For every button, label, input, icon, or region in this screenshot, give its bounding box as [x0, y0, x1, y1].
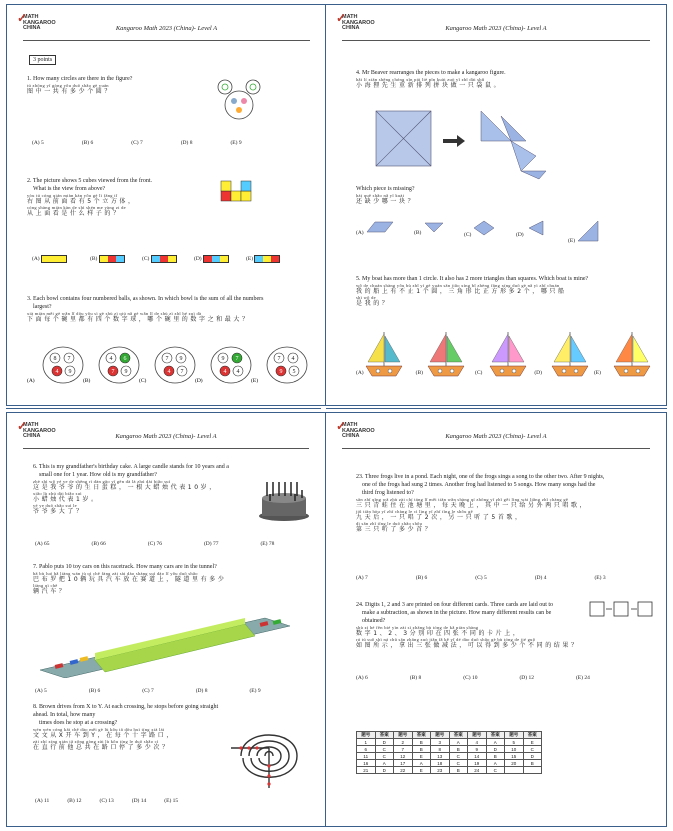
table-cell: 题号	[357, 732, 376, 739]
option-a[interactable]: (A) 5	[32, 140, 44, 146]
question-4: 4. Mr Beaver rearranges the pieces to make a kangaroo figure. hǎi lí xiān shēng chóng xīn pái liè pīn kuài zuò yī zhī dài shǔ 小海狸先生重新排列拼块做一只袋鼠。	[356, 70, 506, 89]
ball-number: 9	[124, 369, 128, 376]
ball-number: 4	[55, 369, 59, 376]
table-cell	[523, 767, 542, 774]
table-cell: 23	[431, 767, 450, 774]
question-1: 1. How many circles are there in the figure? tú zhōng yī gòng yǒu duō shǎo gè yuán 图中一共有多少个圆？	[27, 76, 133, 95]
table-row	[357, 767, 542, 774]
option-a[interactable]: (A) 11	[35, 798, 50, 804]
ball-number: 4	[236, 369, 240, 376]
bowl-option-label[interactable]: (D)	[195, 378, 203, 384]
table-cell: A	[486, 760, 505, 767]
table-cell: 2	[394, 739, 413, 746]
ball-number: 4	[167, 369, 171, 376]
options-q23	[356, 575, 606, 581]
answer-table	[356, 731, 542, 774]
points-label: 3 points	[29, 55, 56, 65]
page-1	[6, 4, 326, 406]
option-d[interactable]: (D)	[534, 370, 542, 376]
option-d[interactable]: (D) 8	[195, 688, 208, 694]
option-d[interactable]: (D) 77	[203, 541, 219, 547]
table-cell: 11	[357, 753, 376, 760]
table-cell: C	[375, 753, 394, 760]
table-cell: E	[412, 753, 431, 760]
table-cell: E	[412, 767, 431, 774]
table-cell: 18	[431, 760, 450, 767]
question-6: 6. This is my grandfather's birthday cake. A large candle stands for 10 years and a small one for 1 year. How old is my grandfather? zhè shì wǒ yé ye de shēng rì dàn gāo yī gēn dà là zhú dài biǎo suì 这是我爷爷的生日蛋糕，一根大蜡烛代表10岁， xiǎo là zhú dài biǎo suì 小蜡烛代表1岁。 yé ye duō shǎo suì le 爷爷多大了？	[33, 464, 229, 515]
option-c[interactable]: (C)	[142, 255, 194, 263]
table-cell: 题号	[505, 732, 524, 739]
table-cell: 14	[468, 753, 487, 760]
option-e[interactable]: (E)	[593, 370, 601, 376]
option-a[interactable]: (A)	[356, 370, 364, 376]
option-e[interactable]: (E) 3	[594, 575, 606, 581]
option-a[interactable]: (A)	[32, 255, 90, 263]
ball-number: 6	[123, 356, 127, 363]
options-q4	[356, 220, 620, 244]
table-cell: C	[523, 746, 542, 753]
page-title: Kangaroo Math 2023 (China)- Level A	[445, 25, 547, 32]
bowl	[267, 347, 307, 383]
option-e[interactable]: (E) 24	[575, 675, 590, 681]
table-cell: 13	[431, 753, 450, 760]
options-q5	[356, 370, 601, 376]
option-b[interactable]: (B) 6	[81, 140, 94, 146]
option-a[interactable]: (A) 7	[356, 575, 368, 581]
page-title: Kangaroo Math 2023 (China)- Level A	[445, 433, 547, 440]
question-4-sub: Which piece is missing? hái quē shǎo nǎ yī kuài 还缺少哪一块？	[356, 186, 417, 205]
options-q1	[32, 140, 242, 146]
bowls-figure	[25, 340, 315, 390]
table-cell: B	[412, 746, 431, 753]
cake-figure	[257, 468, 312, 523]
option-d[interactable]: (D)	[194, 255, 246, 263]
ball-number: 7	[165, 356, 169, 363]
table-cell: 7	[394, 746, 413, 753]
option-c[interactable]: (C)	[464, 220, 516, 244]
option-c[interactable]: (C) 7	[131, 140, 143, 146]
option-b[interactable]: (B) 6	[415, 575, 428, 581]
table-cell: 5	[505, 739, 524, 746]
ball-number: 9	[221, 356, 225, 363]
kangaroo-logo: ✓ MATH KANGAROO CHINA	[336, 419, 375, 439]
question-3: 3. Each bowl contains four numbered balls, as shown. In which bowl is the sum of all the numbers largest? xià miàn měi gè wǎn lǐ dōu yǒu sì gè shù zì qiú nǎ gè wǎn lǐ de shù zì zhī hé zuì dà 下面每个碗里都有四个数字球，哪个碗里的数字之和最大？	[27, 296, 264, 323]
option-d[interactable]: (D) 14	[131, 798, 147, 804]
table-cell: 15	[505, 753, 524, 760]
divider-line	[326, 408, 667, 409]
table-cell: 3	[431, 739, 450, 746]
option-c[interactable]: (C)	[474, 370, 483, 376]
table-cell: 12	[394, 753, 413, 760]
option-d[interactable]: (D) 8	[180, 140, 193, 146]
page-header	[336, 419, 650, 449]
table-cell: 16	[357, 760, 376, 767]
table-cell: D	[375, 739, 394, 746]
question-5: 5. My boat has more than 1 circle. It also has 2 more triangles than squares. Which boat is mine? wǒ de chuán shàng yǒu bù zhǐ yí gè yuán sān jiǎo xíng bǐ zhèng fāng xíng duō gè nǎ yì zhī chuán 我的船上有不止1个圆，三角形比正方形多2个，哪只船 shì wǒ de 是我的？	[356, 276, 589, 307]
table-row	[357, 760, 542, 767]
option-a[interactable]: (A) 65	[35, 541, 50, 547]
option-d[interactable]: (D) 12	[519, 675, 534, 681]
option-b[interactable]: (B)	[90, 255, 142, 263]
option-b[interactable]: (B) 12	[67, 798, 82, 804]
kangaroo-logo: ✓ MATH KANGAROO CHINA	[336, 11, 375, 31]
page-2	[325, 4, 667, 406]
table-cell: A	[449, 739, 468, 746]
option-c[interactable]: (C) 10	[463, 675, 478, 681]
ball-number: 5	[292, 369, 296, 376]
page-header	[17, 11, 310, 41]
option-e[interactable]: (E) 9	[230, 140, 242, 146]
option-b[interactable]: (B) 66	[91, 541, 106, 547]
table-cell: C	[449, 753, 468, 760]
question-2: 2. The picture shows 5 cubes viewed from the front. What is the view from above? yòu tú cóng qián miàn kàn yǒu gè lì fāng tǐ 右图从前面看有5个立方体， cóng shàng miàn kàn de shì shén me yàng zi de 从上面看是什么样子的？	[27, 178, 153, 217]
page-header	[17, 419, 309, 449]
ball-number: 7	[235, 356, 239, 363]
option-a[interactable]: (A)	[356, 220, 414, 244]
table-cell: B	[523, 760, 542, 767]
kangaroo-logo: ✓ MATH KANGAROO CHINA	[17, 419, 56, 439]
table-cell: 20	[505, 760, 524, 767]
table-cell: A	[486, 739, 505, 746]
table-cell: 1	[357, 739, 376, 746]
option-b[interactable]: (B) 6	[88, 688, 101, 694]
table-cell	[505, 767, 524, 774]
option-e[interactable]: (E)	[568, 220, 620, 244]
option-d[interactable]: (D) 4	[534, 575, 547, 581]
ball-number: 9	[279, 369, 283, 376]
option-e[interactable]: (E) 9	[249, 688, 261, 694]
table-cell: 9	[468, 746, 487, 753]
tangram-figure	[371, 101, 571, 181]
table-cell: 答案	[412, 732, 431, 739]
table-cell: 21	[357, 767, 376, 774]
table-cell: 答案	[375, 732, 394, 739]
option-b[interactable]: (B) 8	[409, 675, 422, 681]
table-cell: A	[375, 760, 394, 767]
table-cell: C	[449, 760, 468, 767]
table-cell: D	[486, 746, 505, 753]
table-cell: 24	[468, 767, 487, 774]
ball-number: 8	[53, 356, 57, 363]
ball-number: 7	[180, 369, 184, 376]
ball-number: 7	[67, 356, 71, 363]
page-title: Kangaroo Math 2023 (China)- Level A	[115, 25, 218, 32]
option-a[interactable]: (A) 5	[35, 688, 47, 694]
table-cell: 答案	[486, 732, 505, 739]
divider-line	[6, 408, 321, 409]
option-e[interactable]: (E) 15	[164, 798, 179, 804]
table-cell: 题号	[394, 732, 413, 739]
options-q6	[35, 541, 274, 547]
bowl-option-label[interactable]: (B)	[83, 378, 91, 384]
question-23: 23. Three frogs live in a pond. Each night, one of the frogs sings a song to the other two. After 9 nights, one of the frogs had sung 2 times. Another frog had listened to 5 songs. How many songs had the third frog listened to? sān zhī qīng wā zhù zài chí táng lǐ měi tiān wǎn shàng qí zhōng yī zhī gěi lìng wài liǎng zhī chàng gē 三只青蛙住在池塘里，每天晚上，其中一只给另外两只唱歌， jiǔ tiān hòu yī zhī chàng le cì lìng yī zhī tīng le shǒu gē 九天后，一只唱了2次，另一只听了5首歌， dì sān zhī tīng le duō shǎo shǒu 第三只听了多少首？	[356, 474, 605, 533]
bowl-option-label[interactable]: (E)	[251, 378, 259, 384]
table-cell: A	[412, 760, 431, 767]
option-d[interactable]: (D)	[516, 220, 568, 244]
ball-number: 7	[277, 356, 281, 363]
table-row	[357, 739, 542, 746]
table-cell: E	[523, 739, 542, 746]
page-title: Kangaroo Math 2023 (China)- Level A	[115, 433, 217, 440]
table-cell: 8	[431, 746, 450, 753]
ball-number: 4	[291, 356, 295, 363]
table-cell: 题号	[431, 732, 450, 739]
option-c[interactable]: (C) 5	[475, 575, 487, 581]
maze-figure	[229, 718, 309, 793]
option-e[interactable]: (E)	[246, 255, 298, 263]
table-cell: D	[375, 767, 394, 774]
page-4	[325, 412, 667, 827]
racetrack-figure	[35, 608, 295, 678]
bowl	[155, 347, 195, 383]
table-cell: 4	[468, 739, 487, 746]
table-cell: 22	[394, 767, 413, 774]
table-cell: B	[412, 739, 431, 746]
table-cell: 答案	[523, 732, 542, 739]
table-cell: C	[375, 746, 394, 753]
page-header	[336, 11, 650, 41]
boat	[614, 332, 650, 376]
ball-number: 9	[179, 356, 183, 363]
options-q2	[32, 255, 298, 263]
option-b[interactable]: (B)	[414, 220, 464, 244]
table-row	[357, 732, 542, 739]
cards-figure	[588, 599, 654, 619]
page-3	[6, 412, 326, 827]
circles-figure	[212, 73, 267, 123]
table-cell: 题号	[468, 732, 487, 739]
options-q24	[356, 675, 590, 681]
ball-number: 4	[223, 369, 227, 376]
table-row	[357, 746, 542, 753]
table-cell: 17	[394, 760, 413, 767]
ball-number: 4	[109, 356, 113, 363]
ball-number: 9	[68, 369, 72, 376]
ball-number: 7	[111, 369, 115, 376]
cubes-figure	[219, 177, 259, 207]
table-cell: B	[486, 753, 505, 760]
option-c[interactable]: (C) 76	[147, 541, 162, 547]
option-c[interactable]: (C) 7	[142, 688, 154, 694]
bowl-option-label[interactable]: (C)	[139, 378, 147, 384]
table-cell: B	[449, 767, 468, 774]
table-cell: B	[449, 746, 468, 753]
table-cell: C	[486, 767, 505, 774]
table-cell: 10	[505, 746, 524, 753]
question-24: 24. Digits 1, 2 and 3 are printed on four different cards. Three cards are laid out to make a subtraction, as shown in the picture. How many different results can be obtained? shù zì hé fēn bié yìn zài sì zhāng bù tóng de kǎ piàn shàng 数字1、2、3分别印在四张不同的卡片上， rú tú suǒ shì ná chū sān zhāng zuò jiǎn fǎ kě yǐ dé dào duō shǎo gè bù tóng de jié guǒ 如图所示，拿出三张做减法，可以得到多少个不同的结果？	[356, 602, 580, 649]
options-q8	[35, 798, 178, 804]
bowl	[211, 347, 251, 383]
option-a[interactable]: (A) 6	[356, 675, 368, 681]
table-cell: D	[523, 753, 542, 760]
table-row	[357, 753, 542, 760]
bowl-option-label[interactable]: (A)	[27, 378, 35, 384]
table-cell: 6	[357, 746, 376, 753]
kangaroo-logo: ✓ MATH KANGAROO CHINA	[17, 11, 56, 31]
table-cell: 19	[468, 760, 487, 767]
table-cell: 答案	[449, 732, 468, 739]
bowl	[99, 347, 139, 383]
option-c[interactable]: (C) 13	[99, 798, 114, 804]
question-8: 8. Brown drives from X to Y. At each crossing, he stops before going straight ahead. In total, how many times does he stop at a crossing? wén wén cóng kāi chē dào měi gè lù kǒu tā dōu huì tíng xià lái 文文从X开车到Y，在每个十字路口， zài zhí xíng qián tā zǒng gòng zài lù kǒu tíng le duō shǎo cì 在直行前他总共在路口停了多少次？	[33, 704, 219, 751]
options-q7	[35, 688, 261, 694]
option-e[interactable]: (E) 78	[260, 541, 275, 547]
question-7: 7. Pablo puts 10 toy cars on this racetrack. How many cars are in the tunnel? bā bù luó bǎ liàng wán jù qì chē fàng zài sài dào shàng suì dào lǐ yǒu duō shǎo 巴布罗把10辆玩具汽车放在赛道上，隧道里有多少 liàng qì chē 辆汽车？	[33, 564, 227, 595]
bowl	[43, 347, 83, 383]
option-b[interactable]: (B)	[415, 370, 423, 376]
